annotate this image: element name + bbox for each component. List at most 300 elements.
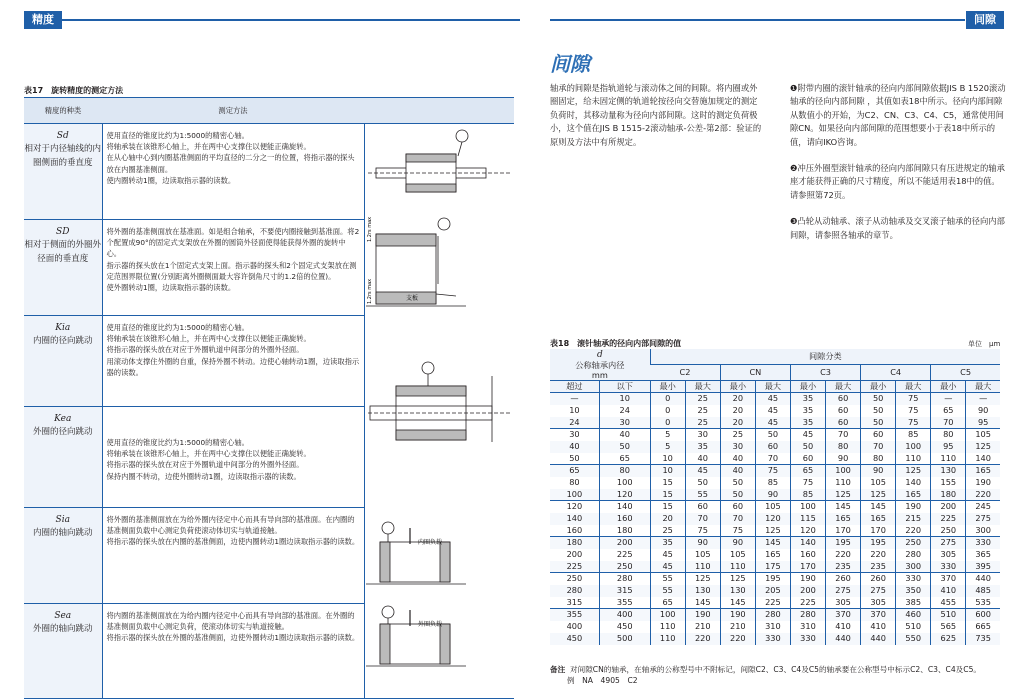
t18-cell: 140 <box>896 477 931 489</box>
t18-cell: 125 <box>861 489 896 501</box>
header-left-tab: 精度 <box>24 11 62 29</box>
t18-cell: 300 <box>966 525 1000 537</box>
t18-cell: 65 <box>650 597 685 609</box>
t18-cell: 100 <box>896 441 931 453</box>
t17-sym: Kia <box>55 323 71 333</box>
header-right-line <box>550 19 965 21</box>
t18-cell: 395 <box>966 561 1000 573</box>
t18-cell: 120 <box>550 501 599 513</box>
table18-note <box>550 664 981 686</box>
t17-header-kind: 精度的种类 <box>24 98 102 124</box>
t18-cell: 125 <box>720 573 755 585</box>
diagram-sea <box>366 606 466 666</box>
t18-cell: 200 <box>931 501 966 513</box>
t18-cell: 75 <box>896 417 931 429</box>
t18-d-unit: mm <box>591 370 608 380</box>
t18-cell: 50 <box>599 441 650 453</box>
t18-cell: 200 <box>599 537 650 549</box>
diag-label-support: 支板 <box>406 295 419 302</box>
t18-cell: 665 <box>966 621 1000 633</box>
t18-cell: 250 <box>931 525 966 537</box>
t18-cell: 24 <box>550 417 599 429</box>
t18-cell: 60 <box>826 393 861 405</box>
table-row <box>550 465 1000 477</box>
t18-cell: 80 <box>931 429 966 441</box>
t18-cell: 195 <box>826 537 861 549</box>
t18-cell: 120 <box>790 525 825 537</box>
t17-kind: 内圈的轴向跳动 <box>32 528 93 539</box>
t18-cell: 65 <box>599 453 650 465</box>
diagram-kia-kea <box>368 362 512 442</box>
t18-cell: 40 <box>685 453 720 465</box>
t18-cell: 60 <box>861 429 896 441</box>
t18-cell: 110 <box>650 633 685 645</box>
t18-cell: 125 <box>826 489 861 501</box>
note-1: ❶附带内圈的滚针轴承的径向内部间隙依据JIS B 1520滚动轴承的径向内部间隙 ，其值如表18中所示。径向内部间隙从数值小的开始，为C2、CN、C3、C4、C5，通常使用间隙CN。如果径向内部间隙的范围想要小于表18中所示的值，请向IKO咨询。 <box>790 83 1006 147</box>
t18-cell: 55 <box>650 573 685 585</box>
t18-cell: 245 <box>966 501 1000 513</box>
table-row <box>550 477 1000 489</box>
t18-cell: 280 <box>550 585 599 597</box>
t18-cell: 165 <box>826 513 861 525</box>
table-row <box>550 561 1000 573</box>
table-row <box>550 621 1000 633</box>
t18-cell: 25 <box>685 417 720 429</box>
t18-cell: 100 <box>826 465 861 477</box>
t18-cell: 225 <box>755 597 790 609</box>
t18-cell: 330 <box>966 537 1000 549</box>
t18-cell: 195 <box>861 537 896 549</box>
t18-cell: 55 <box>685 489 720 501</box>
t18-cell: 410 <box>931 585 966 597</box>
t18-cell: 50 <box>861 405 896 417</box>
t18-cell: 90 <box>966 405 1000 417</box>
t18-cell: 250 <box>550 573 599 585</box>
t18-cell: 535 <box>966 597 1000 609</box>
t18-cell: 120 <box>755 513 790 525</box>
t18-cell: 90 <box>720 537 755 549</box>
t18-subheader: 最大 <box>966 381 1000 393</box>
t18-cell: 50 <box>861 417 896 429</box>
t18-cell: 50 <box>861 393 896 405</box>
table18 <box>550 349 1000 645</box>
t18-cell: 190 <box>790 573 825 585</box>
t18-cell: 105 <box>685 549 720 561</box>
table18-unit: 单位 µm <box>968 340 1001 348</box>
t18-cell: 440 <box>861 633 896 645</box>
t18-cell: 75 <box>896 393 931 405</box>
t18-cell: 115 <box>790 513 825 525</box>
note-3: ❸凸轮从动轴承、滚子从动轴承及交叉滚子轴承的径向内部间隙，请参照各轴承的章节。 <box>790 216 1005 240</box>
t18-cell: 125 <box>966 441 1000 453</box>
t18-cell: 15 <box>650 477 685 489</box>
t18-cell: 315 <box>599 585 650 597</box>
t17-method: 将外圈的基准侧面放在基准面。如是组合轴承，不要使内圈接触到基准面。将2个配置成90°的固定式支架放在外圈的圆筒外径面使得能获得外圈的旋转中心。 指示器的探头放在1个固定式支架上面。指示器的探头和2个固定式支架放在测定范围界限位置(分别距离外圈侧面最大容许倒角尺寸的1.2倍的位置)。 使外圈转动1圈，边读取指示器的读数。 <box>102 220 364 316</box>
t18-cell: 410 <box>826 621 861 633</box>
t18-cell: 200 <box>790 585 825 597</box>
t17-kind: 外圈的轴向跳动 <box>32 624 93 635</box>
t18-cell: 130 <box>685 585 720 597</box>
t18-cell: 50 <box>790 441 825 453</box>
t18-cell: 45 <box>755 393 790 405</box>
diag-label-h1: 1.2rs max <box>367 216 373 242</box>
t18-cell: 170 <box>861 525 896 537</box>
t18-cell: 220 <box>685 633 720 645</box>
t18-cell: 5 <box>650 441 685 453</box>
t18-cell: 190 <box>720 609 755 621</box>
t18-cell: 30 <box>599 417 650 429</box>
t18-cell: 160 <box>566 524 583 535</box>
t18-cell: 0 <box>650 393 685 405</box>
t18-cell: 85 <box>790 489 825 501</box>
t18-cell: 40 <box>720 465 755 477</box>
note-text: 对间隙CN的轴承，在轴承的公称型号中不附标记，间隙C2、C3、C4及C5的轴承要在公称型号中标示C2、C3、C4及C5。 <box>570 665 981 674</box>
t18-cell: 105 <box>755 501 790 513</box>
t18-d-symbol: d <box>596 350 603 360</box>
t18-cell: 260 <box>826 573 861 585</box>
t18-cell: 330 <box>931 561 966 573</box>
t18-cell: 170 <box>790 561 825 573</box>
t18-cell: 60 <box>685 501 720 513</box>
t18-cell: 310 <box>790 621 825 633</box>
t18-cell: 180 <box>931 489 966 501</box>
t17-sym: Sea <box>54 611 72 621</box>
t18-cell: 100 <box>550 489 599 501</box>
t18-cell: 450 <box>599 621 650 633</box>
t18-cell: 145 <box>826 501 861 513</box>
t18-cell: 280 <box>755 609 790 621</box>
t18-cell: 50 <box>685 477 720 489</box>
t18-subheader: 超过 <box>550 381 599 393</box>
t18-cell: 15 <box>650 501 685 513</box>
t18-cell: 75 <box>685 525 720 537</box>
t17-header-method: 测定方法 <box>102 98 364 124</box>
t18-cell: 85 <box>896 429 931 441</box>
note-2: ❷冲压外圈型滚针轴承的径向内部间隙只有压进规定的轴承座才能获得正确的尺寸精度，所以不能适用表18中的值。请参照第72页。 <box>790 163 1005 200</box>
t18-cell: 565 <box>931 621 966 633</box>
t18-cell: 75 <box>896 405 931 417</box>
t18-cell: 165 <box>755 549 790 561</box>
table-row <box>550 633 1000 645</box>
t18-cell: 10 <box>599 393 650 405</box>
t18-class-header: C4 <box>861 365 931 381</box>
t18-subheader: 最大 <box>685 381 720 393</box>
t18-cell: 220 <box>826 549 861 561</box>
t17-method: 使用直径的锥度比约为1:5000的精密心轴。 将轴承装在该锥形心轴上，并在两中心支撑住以便能正确旋转。 将指示器的探头放在对应于外圈轨道中间部分的外圈外径面。 用滚动体支撑住外圈的自重，保持外圈不转动。边使心轴转动1圈，边读取指示器的读数。 <box>102 316 364 407</box>
t18-cell: 165 <box>966 465 1000 477</box>
t18-cell: 60 <box>720 501 755 513</box>
t18-cell: 600 <box>966 609 1000 621</box>
t18-cell: 280 <box>896 549 931 561</box>
t18-cell: 100 <box>650 609 685 621</box>
table17-caption: 表17 旋转精度的测定方法 <box>24 86 124 95</box>
header-left-line <box>60 19 520 21</box>
table-row <box>550 429 1000 441</box>
table-row <box>550 405 1000 417</box>
t18-cell: 65 <box>790 465 825 477</box>
t18-cell: 330 <box>790 633 825 645</box>
t18-cell: 50 <box>720 489 755 501</box>
t18-cell: 40 <box>599 429 650 441</box>
table-row <box>550 549 1000 561</box>
t18-cell: 155 <box>931 477 966 489</box>
table-row <box>550 585 1000 597</box>
t18-cell: 140 <box>790 537 825 549</box>
t18-cell: 90 <box>826 453 861 465</box>
t18-cell: 25 <box>650 525 685 537</box>
t18-cell: 460 <box>896 609 931 621</box>
t18-cell: 105 <box>966 429 1000 441</box>
t18-cell: 190 <box>966 477 1000 489</box>
t18-cell: 190 <box>685 609 720 621</box>
t18-cell: 24 <box>599 405 650 417</box>
t18-cell: 80 <box>569 477 580 487</box>
clearance-notes <box>790 82 1006 255</box>
t18-cell: 215 <box>896 513 931 525</box>
t18-cell: 235 <box>826 561 861 573</box>
t18-cell: 60 <box>826 417 861 429</box>
t18-cell: 95 <box>966 417 1000 429</box>
t18-cell: 110 <box>931 453 966 465</box>
t17-method: 使用直径的锥度比约为1:5000的精密心轴。 将轴承装在该锥形心轴上，并在两中心支撑住以便能正确旋转。 在从心轴中心到内圈基准侧面的平均直径的二分之一的位置，将指示器的探头放在内圈基准侧面。 使内圈转动1圈，边读取指示器的读数。 <box>102 124 364 220</box>
t18-cell: 5 <box>650 429 685 441</box>
t18-cell: 120 <box>599 489 650 501</box>
t18-cell: 75 <box>790 477 825 489</box>
section-title: 间隙 <box>550 52 590 76</box>
table-row <box>550 441 1000 453</box>
t18-cell: 140 <box>966 453 1000 465</box>
t18-cell: 80 <box>826 441 861 453</box>
t18-cell: 125 <box>896 465 931 477</box>
t18-cell: 30 <box>550 429 599 441</box>
t18-cell: 95 <box>931 441 966 453</box>
t18-cell: 45 <box>650 561 685 573</box>
table-row <box>550 501 1000 513</box>
t18-cell: 65 <box>550 465 599 477</box>
t18-cell: 30 <box>720 441 755 453</box>
t18-cell: 370 <box>826 609 861 621</box>
table-row <box>550 609 1000 621</box>
t18-cell: 55 <box>650 585 685 597</box>
table-row <box>550 393 1000 405</box>
t18-cell: 280 <box>790 609 825 621</box>
t18-cell: 510 <box>931 609 966 621</box>
t18-cell: 110 <box>650 621 685 633</box>
t18-subheader: 最大 <box>896 381 931 393</box>
t18-cell: 125 <box>685 573 720 585</box>
t18-cell: 10 <box>569 405 580 415</box>
t18-cell: 310 <box>755 621 790 633</box>
t18-cell: 220 <box>720 633 755 645</box>
note-label: 备注 <box>550 665 566 674</box>
t18-cell: 110 <box>685 561 720 573</box>
t18-cell: 330 <box>896 573 931 585</box>
t18-cell: 80 <box>861 453 896 465</box>
t18-cell: 90 <box>685 537 720 549</box>
t18-cell: 350 <box>896 585 931 597</box>
t18-cell: 0 <box>650 405 685 417</box>
t18-cell: 500 <box>599 633 650 645</box>
t17-sym: Kea <box>54 414 72 424</box>
t18-cell: 275 <box>861 585 896 597</box>
t18-cell: 305 <box>826 597 861 609</box>
t18-cell: 35 <box>790 417 825 429</box>
t18-cell: 365 <box>966 549 1000 561</box>
t17-kind: 相对于侧面的外圈外径面的垂直度 <box>24 240 101 265</box>
t18-cell: 45 <box>755 417 790 429</box>
t18-cell: 550 <box>896 633 931 645</box>
t18-cell: 305 <box>861 597 896 609</box>
t18-subheader: 最小 <box>720 381 755 393</box>
t18-cell: 70 <box>755 453 790 465</box>
t18-cell: 90 <box>861 465 896 477</box>
t18-cell: 100 <box>599 477 650 489</box>
t18-cell: 225 <box>790 597 825 609</box>
t18-cell: 140 <box>550 513 599 525</box>
t18-cell: 30 <box>685 429 720 441</box>
t18-cell: — <box>550 393 599 405</box>
t18-subheader: 最大 <box>755 381 790 393</box>
t18-cell: 110 <box>826 477 861 489</box>
t18-cell: 50 <box>720 477 755 489</box>
t18-cell: 105 <box>861 477 896 489</box>
t18-cell: 235 <box>861 561 896 573</box>
t18-cell: 145 <box>720 597 755 609</box>
header-right-tab: 间隙 <box>966 11 1004 29</box>
t18-cell: 50 <box>569 452 580 463</box>
t18-cell: 175 <box>755 561 790 573</box>
t18-cell: 485 <box>966 585 1000 597</box>
t18-class-header: C2 <box>650 365 720 381</box>
t18-cell: 20 <box>720 417 755 429</box>
table-row <box>550 537 1000 549</box>
t18-class-header: CN <box>720 365 790 381</box>
t18-cell: 105 <box>720 549 755 561</box>
t18-cell: 450 <box>550 633 599 645</box>
t17-method: 将内圈的基准侧面放在为给内圈内径定中心而具有导向部的基准面。在外圈的基准侧面负载中心测定负荷，使滚动体切实与轨道接触。 将指示器的探头放在外圈的基准侧面，边使外圈转动1圈边读取指示器的读数。 <box>102 604 364 699</box>
t18-cell: 355 <box>599 597 650 609</box>
t18-cell: 225 <box>550 561 599 573</box>
t18-cell: 250 <box>599 561 650 573</box>
t18-cell: 160 <box>599 513 650 525</box>
t18-cell: 25 <box>685 405 720 417</box>
t18-cell: 70 <box>931 417 966 429</box>
t18-cell: 125 <box>755 525 790 537</box>
t18-cell: 60 <box>755 441 790 453</box>
t18-cell: 370 <box>931 573 966 585</box>
t18-cell: 170 <box>826 525 861 537</box>
table-row <box>550 417 1000 429</box>
t17-method: 使用直径的锥度比约为1:5000的精密心轴。 将轴承装在该锥形心轴上，并在两中心支撑住以便能正确旋转。 将指示器的探头放在对应于外圈轨道中间部分的外圈外径面。 保持内圈不转动，边使外圈转动1圈，边读取指示器的读数。 <box>102 407 364 508</box>
t18-cell: 130 <box>931 465 966 477</box>
t17-method: 将外圈的基准侧面放在为给外圈内径定中心而具有导向部的基准面。在内圈的基准侧面负载中心测定负荷使滚动体切实与轨道接触。 将指示器的探头放在内圈的基准侧面，边使内圈转动1圈边读取指示器的读数。 <box>102 508 364 604</box>
t18-cell: 25 <box>720 429 755 441</box>
t18-cell: 195 <box>755 573 790 585</box>
t17-sym: Sia <box>55 515 70 525</box>
diagram-sia <box>366 522 466 584</box>
t18-cell: 85 <box>755 477 790 489</box>
t18-cell: 210 <box>720 621 755 633</box>
t18-cell: 410 <box>861 621 896 633</box>
t18-cell: 10 <box>650 465 685 477</box>
diag-label-inner-load: 内圈负载 <box>418 539 443 546</box>
table-row <box>550 525 1000 537</box>
t18-cell: 145 <box>685 597 720 609</box>
t18-cell: 440 <box>826 633 861 645</box>
t18-cell: 70 <box>685 513 720 525</box>
t18-cell: 300 <box>896 561 931 573</box>
t18-cell: 220 <box>966 489 1000 501</box>
t18-cell: 20 <box>720 393 755 405</box>
t18-cell: 90 <box>755 489 790 501</box>
t18-cell: 625 <box>931 633 966 645</box>
diagram-sd-outer <box>366 218 466 306</box>
t18-cell: 70 <box>720 513 755 525</box>
t18-cell: 180 <box>550 537 599 549</box>
t18-cell: 250 <box>896 537 931 549</box>
t18-cell: 260 <box>861 573 896 585</box>
t18-cell: 315 <box>566 596 583 607</box>
t18-cell: 400 <box>599 609 650 621</box>
measurement-diagrams <box>366 124 514 694</box>
t18-cell: 65 <box>931 405 966 417</box>
t18-cell: 220 <box>861 549 896 561</box>
t18-cell: 15 <box>650 489 685 501</box>
t18-cell: 110 <box>720 561 755 573</box>
t18-cell: 220 <box>896 525 931 537</box>
t17-kind: 内圈的径向跳动 <box>32 336 93 347</box>
table-row <box>550 573 1000 585</box>
t18-cell: 20 <box>720 405 755 417</box>
note-example: 例 NA 4905 C2 <box>566 676 638 685</box>
t18-cell: 200 <box>566 549 583 559</box>
t17-kind: 外圈的径向跳动 <box>32 427 93 438</box>
t18-subheader: 最小 <box>790 381 825 393</box>
table-row <box>550 453 1000 465</box>
t18-cell: 440 <box>966 573 1000 585</box>
t18-cell: 60 <box>826 405 861 417</box>
t18-cell: 60 <box>790 453 825 465</box>
table-row <box>550 489 1000 501</box>
t18-cell: 110 <box>896 453 931 465</box>
t18-cell: 275 <box>966 513 1000 525</box>
t18-cell: 370 <box>861 609 896 621</box>
t17-kind: 相对于内径轴线的内圈侧面的垂直度 <box>24 144 101 169</box>
intro-paragraph: 轴承的间隙是指轨道轮与滚动体之间的间隙。将内圈或外圈固定，给未固定侧的轨道轮按径向交替施加规定的测定负荷时，其移动量称为径向内部间隙。这时的测定负荷极小，这个值在JIS B 1515-2滚动轴承-公差-第2部：验证的原则及方法中有所规定。 <box>550 83 762 147</box>
t18-cell: 25 <box>685 393 720 405</box>
t18-cell: 280 <box>599 573 650 585</box>
t18-cell: 35 <box>685 441 720 453</box>
t18-cell: 50 <box>755 429 790 441</box>
t18-cell: 385 <box>896 597 931 609</box>
t18-cell: 165 <box>896 489 931 501</box>
t18-cell: 45 <box>650 549 685 561</box>
t18-cell: 70 <box>826 429 861 441</box>
t18-cell: 0 <box>650 417 685 429</box>
t18-subheader: 以下 <box>599 381 650 393</box>
t18-cell: 80 <box>599 465 650 477</box>
t18-subheader: 最小 <box>931 381 966 393</box>
t18-cell: 190 <box>896 501 931 513</box>
t18-cell: — <box>966 393 1000 405</box>
t18-cell: 225 <box>599 549 650 561</box>
t18-group-header: 间隙分类 <box>650 349 1000 365</box>
t18-cell: 70 <box>861 441 896 453</box>
t18-cell: 160 <box>790 549 825 561</box>
t18-cell: — <box>931 393 966 405</box>
t18-subheader: 最大 <box>826 381 861 393</box>
t18-cell: 140 <box>599 501 650 513</box>
